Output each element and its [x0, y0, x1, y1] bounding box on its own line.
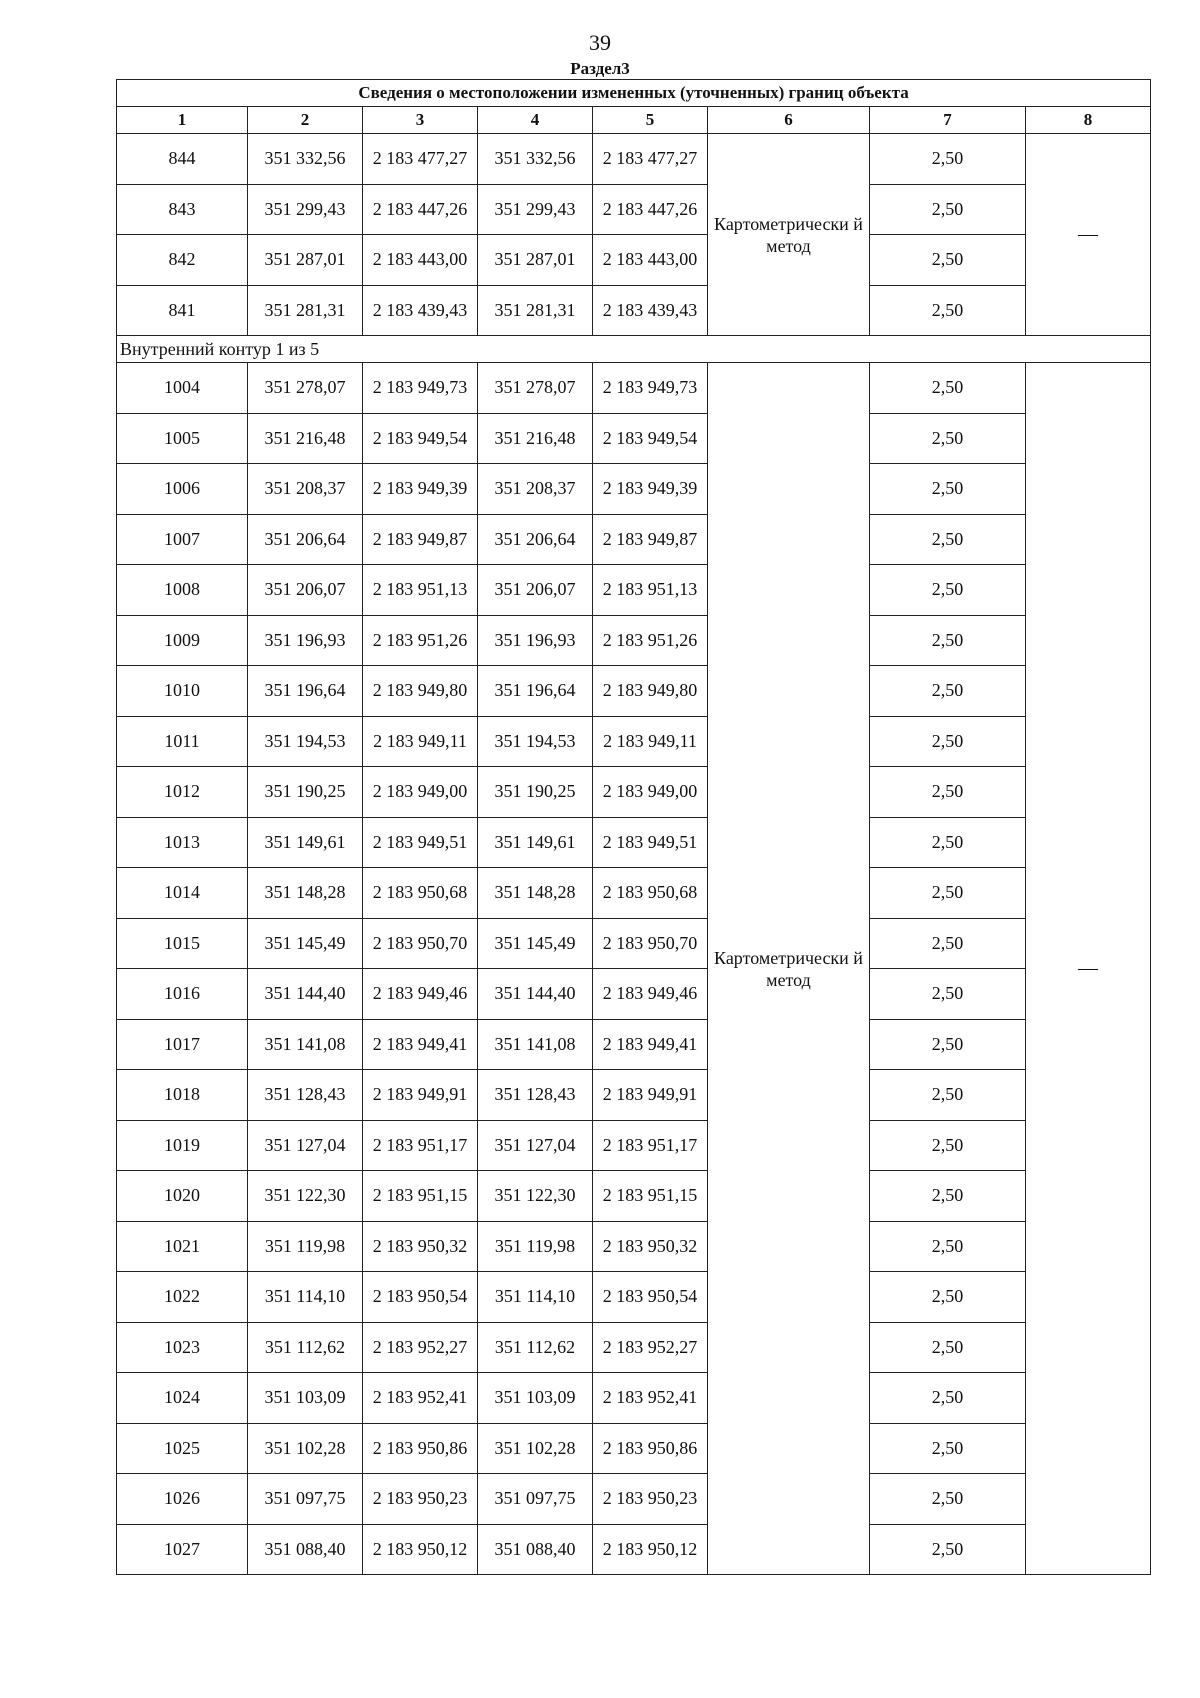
x-coordinate-cell: 351 127,04 — [248, 1120, 363, 1171]
y-coordinate-cell: 2 183 952,27 — [593, 1322, 708, 1373]
point-number-cell: 843 — [117, 184, 248, 235]
y-coordinate-cell: 2 183 949,54 — [363, 413, 478, 464]
point-number-cell: 1016 — [117, 969, 248, 1020]
method-cell: Картометрически й метод — [708, 363, 870, 1575]
point-number-cell: 1020 — [117, 1171, 248, 1222]
point-number-cell: 1015 — [117, 918, 248, 969]
y-coordinate-cell: 2 183 951,26 — [363, 615, 478, 666]
column-header: 8 — [1026, 107, 1151, 134]
x-coordinate-cell: 351 141,08 — [478, 1019, 593, 1070]
table-row — [117, 1019, 1151, 1070]
x-coordinate-cell: 351 088,40 — [248, 1524, 363, 1575]
x-coordinate-cell: 351 122,30 — [248, 1171, 363, 1222]
point-number-cell: 844 — [117, 134, 248, 185]
x-coordinate-cell: 351 196,64 — [478, 666, 593, 717]
table-row — [117, 1221, 1151, 1272]
x-coordinate-cell: 351 148,28 — [248, 868, 363, 919]
accuracy-cell: 2,50 — [870, 1373, 1026, 1424]
x-coordinate-cell: 351 119,98 — [478, 1221, 593, 1272]
point-number-cell: 1026 — [117, 1474, 248, 1525]
point-number-cell: 1022 — [117, 1272, 248, 1323]
table-row — [117, 1524, 1151, 1575]
y-coordinate-cell: 2 183 950,70 — [593, 918, 708, 969]
x-coordinate-cell: 351 144,40 — [248, 969, 363, 1020]
accuracy-cell: 2,50 — [870, 868, 1026, 919]
point-number-cell: 1005 — [117, 413, 248, 464]
accuracy-cell: 2,50 — [870, 1272, 1026, 1323]
boundary-coordinates-table — [116, 79, 1151, 1575]
y-coordinate-cell: 2 183 952,41 — [593, 1373, 708, 1424]
section-title: Раздел3 — [570, 59, 630, 78]
accuracy-cell: 2,50 — [870, 716, 1026, 767]
y-coordinate-cell: 2 183 949,80 — [363, 666, 478, 717]
y-coordinate-cell: 2 183 951,26 — [593, 615, 708, 666]
column-header: 2 — [248, 107, 363, 134]
y-coordinate-cell: 2 183 443,00 — [593, 235, 708, 286]
y-coordinate-cell: 2 183 952,41 — [363, 1373, 478, 1424]
x-coordinate-cell: 351 114,10 — [478, 1272, 593, 1323]
point-number-cell: 1009 — [117, 615, 248, 666]
table-row — [117, 868, 1151, 919]
point-number-cell: 1013 — [117, 817, 248, 868]
table-row — [117, 615, 1151, 666]
point-number-cell: 1018 — [117, 1070, 248, 1121]
y-coordinate-cell: 2 183 443,00 — [363, 235, 478, 286]
accuracy-cell: 2,50 — [870, 565, 1026, 616]
point-number-cell: 1012 — [117, 767, 248, 818]
page-number: 39 — [589, 30, 611, 55]
table-row — [117, 413, 1151, 464]
point-number-cell: 1011 — [117, 716, 248, 767]
point-number-cell: 1006 — [117, 464, 248, 515]
x-coordinate-cell: 351 206,64 — [248, 514, 363, 565]
x-coordinate-cell: 351 097,75 — [248, 1474, 363, 1525]
marker-description-cell: — — [1026, 363, 1151, 1575]
x-coordinate-cell: 351 281,31 — [248, 285, 363, 336]
x-coordinate-cell: 351 278,07 — [478, 363, 593, 414]
y-coordinate-cell: 2 183 447,26 — [363, 184, 478, 235]
table-row — [117, 134, 1151, 185]
accuracy-cell: 2,50 — [870, 1120, 1026, 1171]
accuracy-cell: 2,50 — [870, 235, 1026, 286]
point-number-cell: 1023 — [117, 1322, 248, 1373]
y-coordinate-cell: 2 183 949,00 — [593, 767, 708, 818]
x-coordinate-cell: 351 088,40 — [478, 1524, 593, 1575]
y-coordinate-cell: 2 183 950,68 — [363, 868, 478, 919]
column-header: 5 — [593, 107, 708, 134]
x-coordinate-cell: 351 208,37 — [478, 464, 593, 515]
x-coordinate-cell: 351 196,64 — [248, 666, 363, 717]
x-coordinate-cell: 351 281,31 — [478, 285, 593, 336]
accuracy-cell: 2,50 — [870, 285, 1026, 336]
contour-row — [117, 336, 1151, 363]
y-coordinate-cell: 2 183 951,15 — [593, 1171, 708, 1222]
point-number-cell: 842 — [117, 235, 248, 286]
table-row — [117, 235, 1151, 286]
accuracy-cell: 2,50 — [870, 1070, 1026, 1121]
y-coordinate-cell: 2 183 949,46 — [593, 969, 708, 1020]
x-coordinate-cell: 351 332,56 — [248, 134, 363, 185]
accuracy-cell: 2,50 — [870, 134, 1026, 185]
point-number-cell: 1017 — [117, 1019, 248, 1070]
y-coordinate-cell: 2 183 950,86 — [593, 1423, 708, 1474]
y-coordinate-cell: 2 183 949,54 — [593, 413, 708, 464]
x-coordinate-cell: 351 149,61 — [248, 817, 363, 868]
accuracy-cell: 2,50 — [870, 918, 1026, 969]
table-row — [117, 1070, 1151, 1121]
y-coordinate-cell: 2 183 951,17 — [363, 1120, 478, 1171]
y-coordinate-cell: 2 183 951,15 — [363, 1171, 478, 1222]
x-coordinate-cell: 351 141,08 — [248, 1019, 363, 1070]
accuracy-cell: 2,50 — [870, 817, 1026, 868]
x-coordinate-cell: 351 127,04 — [478, 1120, 593, 1171]
y-coordinate-cell: 2 183 477,27 — [593, 134, 708, 185]
y-coordinate-cell: 2 183 950,23 — [593, 1474, 708, 1525]
accuracy-cell: 2,50 — [870, 1019, 1026, 1070]
y-coordinate-cell: 2 183 952,27 — [363, 1322, 478, 1373]
table-row — [117, 1373, 1151, 1424]
x-coordinate-cell: 351 216,48 — [248, 413, 363, 464]
point-number-cell: 1004 — [117, 363, 248, 414]
column-header: 3 — [363, 107, 478, 134]
x-coordinate-cell: 351 102,28 — [478, 1423, 593, 1474]
y-coordinate-cell: 2 183 477,27 — [363, 134, 478, 185]
accuracy-cell: 2,50 — [870, 1524, 1026, 1575]
x-coordinate-cell: 351 097,75 — [478, 1474, 593, 1525]
y-coordinate-cell: 2 183 949,00 — [363, 767, 478, 818]
accuracy-cell: 2,50 — [870, 1171, 1026, 1222]
accuracy-cell: 2,50 — [870, 413, 1026, 464]
x-coordinate-cell: 351 332,56 — [478, 134, 593, 185]
accuracy-cell: 2,50 — [870, 514, 1026, 565]
x-coordinate-cell: 351 149,61 — [478, 817, 593, 868]
accuracy-cell: 2,50 — [870, 666, 1026, 717]
point-number-cell: 1019 — [117, 1120, 248, 1171]
table-row — [117, 184, 1151, 235]
table-row — [117, 514, 1151, 565]
x-coordinate-cell: 351 103,09 — [478, 1373, 593, 1424]
x-coordinate-cell: 351 190,25 — [478, 767, 593, 818]
x-coordinate-cell: 351 112,62 — [478, 1322, 593, 1373]
accuracy-cell: 2,50 — [870, 615, 1026, 666]
point-number-cell: 841 — [117, 285, 248, 336]
y-coordinate-cell: 2 183 447,26 — [593, 184, 708, 235]
column-header: 7 — [870, 107, 1026, 134]
marker-description-cell: — — [1026, 134, 1151, 336]
y-coordinate-cell: 2 183 950,54 — [593, 1272, 708, 1323]
x-coordinate-cell: 351 144,40 — [478, 969, 593, 1020]
x-coordinate-cell: 351 102,28 — [248, 1423, 363, 1474]
y-coordinate-cell: 2 183 951,17 — [593, 1120, 708, 1171]
table-row — [117, 716, 1151, 767]
x-coordinate-cell: 351 206,07 — [478, 565, 593, 616]
column-header: 6 — [708, 107, 870, 134]
x-coordinate-cell: 351 194,53 — [248, 716, 363, 767]
y-coordinate-cell: 2 183 949,73 — [363, 363, 478, 414]
y-coordinate-cell: 2 183 949,11 — [593, 716, 708, 767]
y-coordinate-cell: 2 183 949,91 — [593, 1070, 708, 1121]
y-coordinate-cell: 2 183 950,68 — [593, 868, 708, 919]
point-number-cell: 1010 — [117, 666, 248, 717]
table-row — [117, 918, 1151, 969]
table-row — [117, 285, 1151, 336]
point-number-cell: 1021 — [117, 1221, 248, 1272]
table-row — [117, 1171, 1151, 1222]
accuracy-cell: 2,50 — [870, 1322, 1026, 1373]
y-coordinate-cell: 2 183 950,32 — [593, 1221, 708, 1272]
y-coordinate-cell: 2 183 950,12 — [593, 1524, 708, 1575]
x-coordinate-cell: 351 145,49 — [478, 918, 593, 969]
x-coordinate-cell: 351 299,43 — [248, 184, 363, 235]
x-coordinate-cell: 351 206,64 — [478, 514, 593, 565]
y-coordinate-cell: 2 183 949,11 — [363, 716, 478, 767]
x-coordinate-cell: 351 112,62 — [248, 1322, 363, 1373]
x-coordinate-cell: 351 103,09 — [248, 1373, 363, 1424]
y-coordinate-cell: 2 183 950,70 — [363, 918, 478, 969]
contour-label: Внутренний контур 1 из 5 — [117, 336, 1151, 363]
x-coordinate-cell: 351 114,10 — [248, 1272, 363, 1323]
table-row — [117, 1120, 1151, 1171]
point-number-cell: 1014 — [117, 868, 248, 919]
accuracy-cell: 2,50 — [870, 969, 1026, 1020]
accuracy-cell: 2,50 — [870, 1423, 1026, 1474]
column-header: 1 — [117, 107, 248, 134]
x-coordinate-cell: 351 190,25 — [248, 767, 363, 818]
x-coordinate-cell: 351 216,48 — [478, 413, 593, 464]
table-row — [117, 969, 1151, 1020]
x-coordinate-cell: 351 128,43 — [248, 1070, 363, 1121]
point-number-cell: 1007 — [117, 514, 248, 565]
table-row — [117, 817, 1151, 868]
y-coordinate-cell: 2 183 951,13 — [593, 565, 708, 616]
x-coordinate-cell: 351 119,98 — [248, 1221, 363, 1272]
table-row — [117, 1423, 1151, 1474]
accuracy-cell: 2,50 — [870, 464, 1026, 515]
x-coordinate-cell: 351 145,49 — [248, 918, 363, 969]
table-row — [117, 1272, 1151, 1323]
x-coordinate-cell: 351 278,07 — [248, 363, 363, 414]
y-coordinate-cell: 2 183 949,39 — [593, 464, 708, 515]
y-coordinate-cell: 2 183 950,54 — [363, 1272, 478, 1323]
accuracy-cell: 2,50 — [870, 184, 1026, 235]
point-number-cell: 1025 — [117, 1423, 248, 1474]
x-coordinate-cell: 351 196,93 — [478, 615, 593, 666]
accuracy-cell: 2,50 — [870, 1474, 1026, 1525]
table-row — [117, 666, 1151, 717]
point-number-cell: 1008 — [117, 565, 248, 616]
y-coordinate-cell: 2 183 949,87 — [593, 514, 708, 565]
y-coordinate-cell: 2 183 439,43 — [593, 285, 708, 336]
y-coordinate-cell: 2 183 949,91 — [363, 1070, 478, 1121]
table-row — [117, 565, 1151, 616]
point-number-cell: 1024 — [117, 1373, 248, 1424]
accuracy-cell: 2,50 — [870, 363, 1026, 414]
y-coordinate-cell: 2 183 949,87 — [363, 514, 478, 565]
x-coordinate-cell: 351 287,01 — [248, 235, 363, 286]
y-coordinate-cell: 2 183 951,13 — [363, 565, 478, 616]
x-coordinate-cell: 351 148,28 — [478, 868, 593, 919]
table-row — [117, 363, 1151, 414]
y-coordinate-cell: 2 183 950,32 — [363, 1221, 478, 1272]
x-coordinate-cell: 351 299,43 — [478, 184, 593, 235]
y-coordinate-cell: 2 183 949,73 — [593, 363, 708, 414]
y-coordinate-cell: 2 183 949,51 — [363, 817, 478, 868]
y-coordinate-cell: 2 183 949,41 — [363, 1019, 478, 1070]
x-coordinate-cell: 351 194,53 — [478, 716, 593, 767]
table-row — [117, 1474, 1151, 1525]
point-number-cell: 1027 — [117, 1524, 248, 1575]
y-coordinate-cell: 2 183 949,39 — [363, 464, 478, 515]
accuracy-cell: 2,50 — [870, 767, 1026, 818]
y-coordinate-cell: 2 183 949,51 — [593, 817, 708, 868]
x-coordinate-cell: 351 287,01 — [478, 235, 593, 286]
y-coordinate-cell: 2 183 949,41 — [593, 1019, 708, 1070]
table-row — [117, 1322, 1151, 1373]
column-header-row — [117, 107, 1151, 134]
x-coordinate-cell: 351 128,43 — [478, 1070, 593, 1121]
x-coordinate-cell: 351 208,37 — [248, 464, 363, 515]
table-row — [117, 767, 1151, 818]
x-coordinate-cell: 351 206,07 — [248, 565, 363, 616]
table-row — [117, 464, 1151, 515]
y-coordinate-cell: 2 183 439,43 — [363, 285, 478, 336]
y-coordinate-cell: 2 183 949,80 — [593, 666, 708, 717]
y-coordinate-cell: 2 183 949,46 — [363, 969, 478, 1020]
table-caption: Сведения о местоположении измененных (уточненных) границ объекта — [117, 80, 1151, 107]
x-coordinate-cell: 351 122,30 — [478, 1171, 593, 1222]
y-coordinate-cell: 2 183 950,12 — [363, 1524, 478, 1575]
column-header: 4 — [478, 107, 593, 134]
y-coordinate-cell: 2 183 950,86 — [363, 1423, 478, 1474]
y-coordinate-cell: 2 183 950,23 — [363, 1474, 478, 1525]
accuracy-cell: 2,50 — [870, 1221, 1026, 1272]
x-coordinate-cell: 351 196,93 — [248, 615, 363, 666]
method-cell: Картометрически й метод — [708, 134, 870, 336]
